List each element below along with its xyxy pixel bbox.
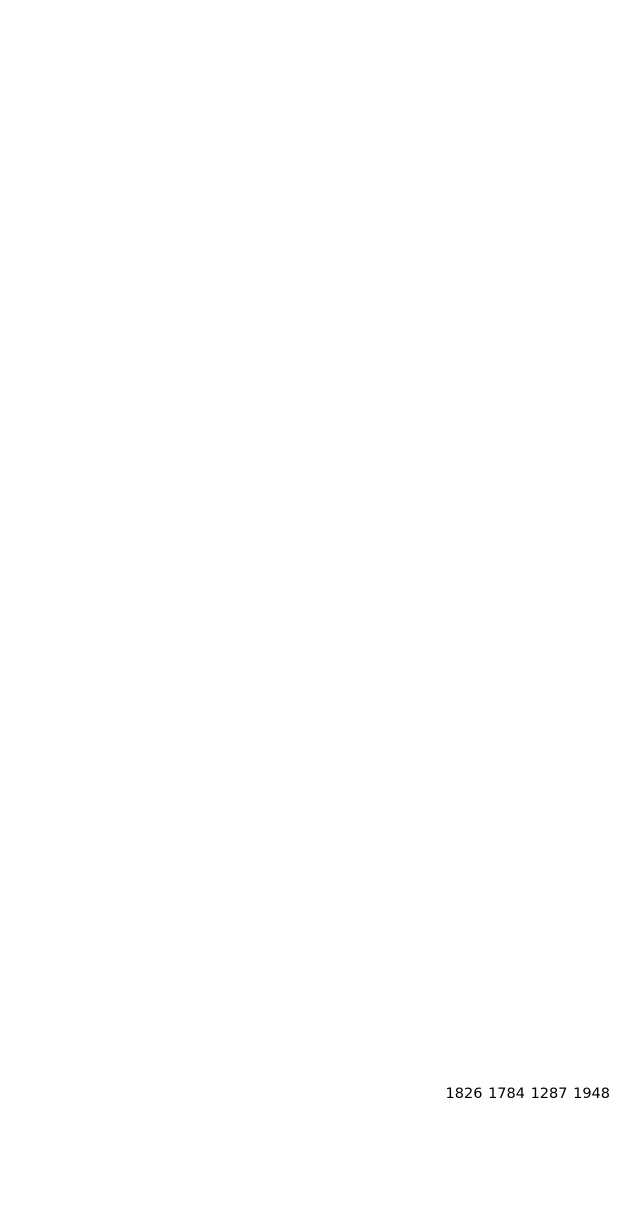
year-1826: 1826	[445, 1086, 483, 1102]
article-paragraph-2	[10, 542, 610, 1052]
article-paragraph-1	[10, 6, 610, 512]
year-1948: 1948	[573, 1086, 610, 1102]
article-paragraph-3	[10, 1082, 610, 1228]
year-1287: 1287	[530, 1086, 568, 1102]
year-1784: 1784	[488, 1086, 525, 1102]
